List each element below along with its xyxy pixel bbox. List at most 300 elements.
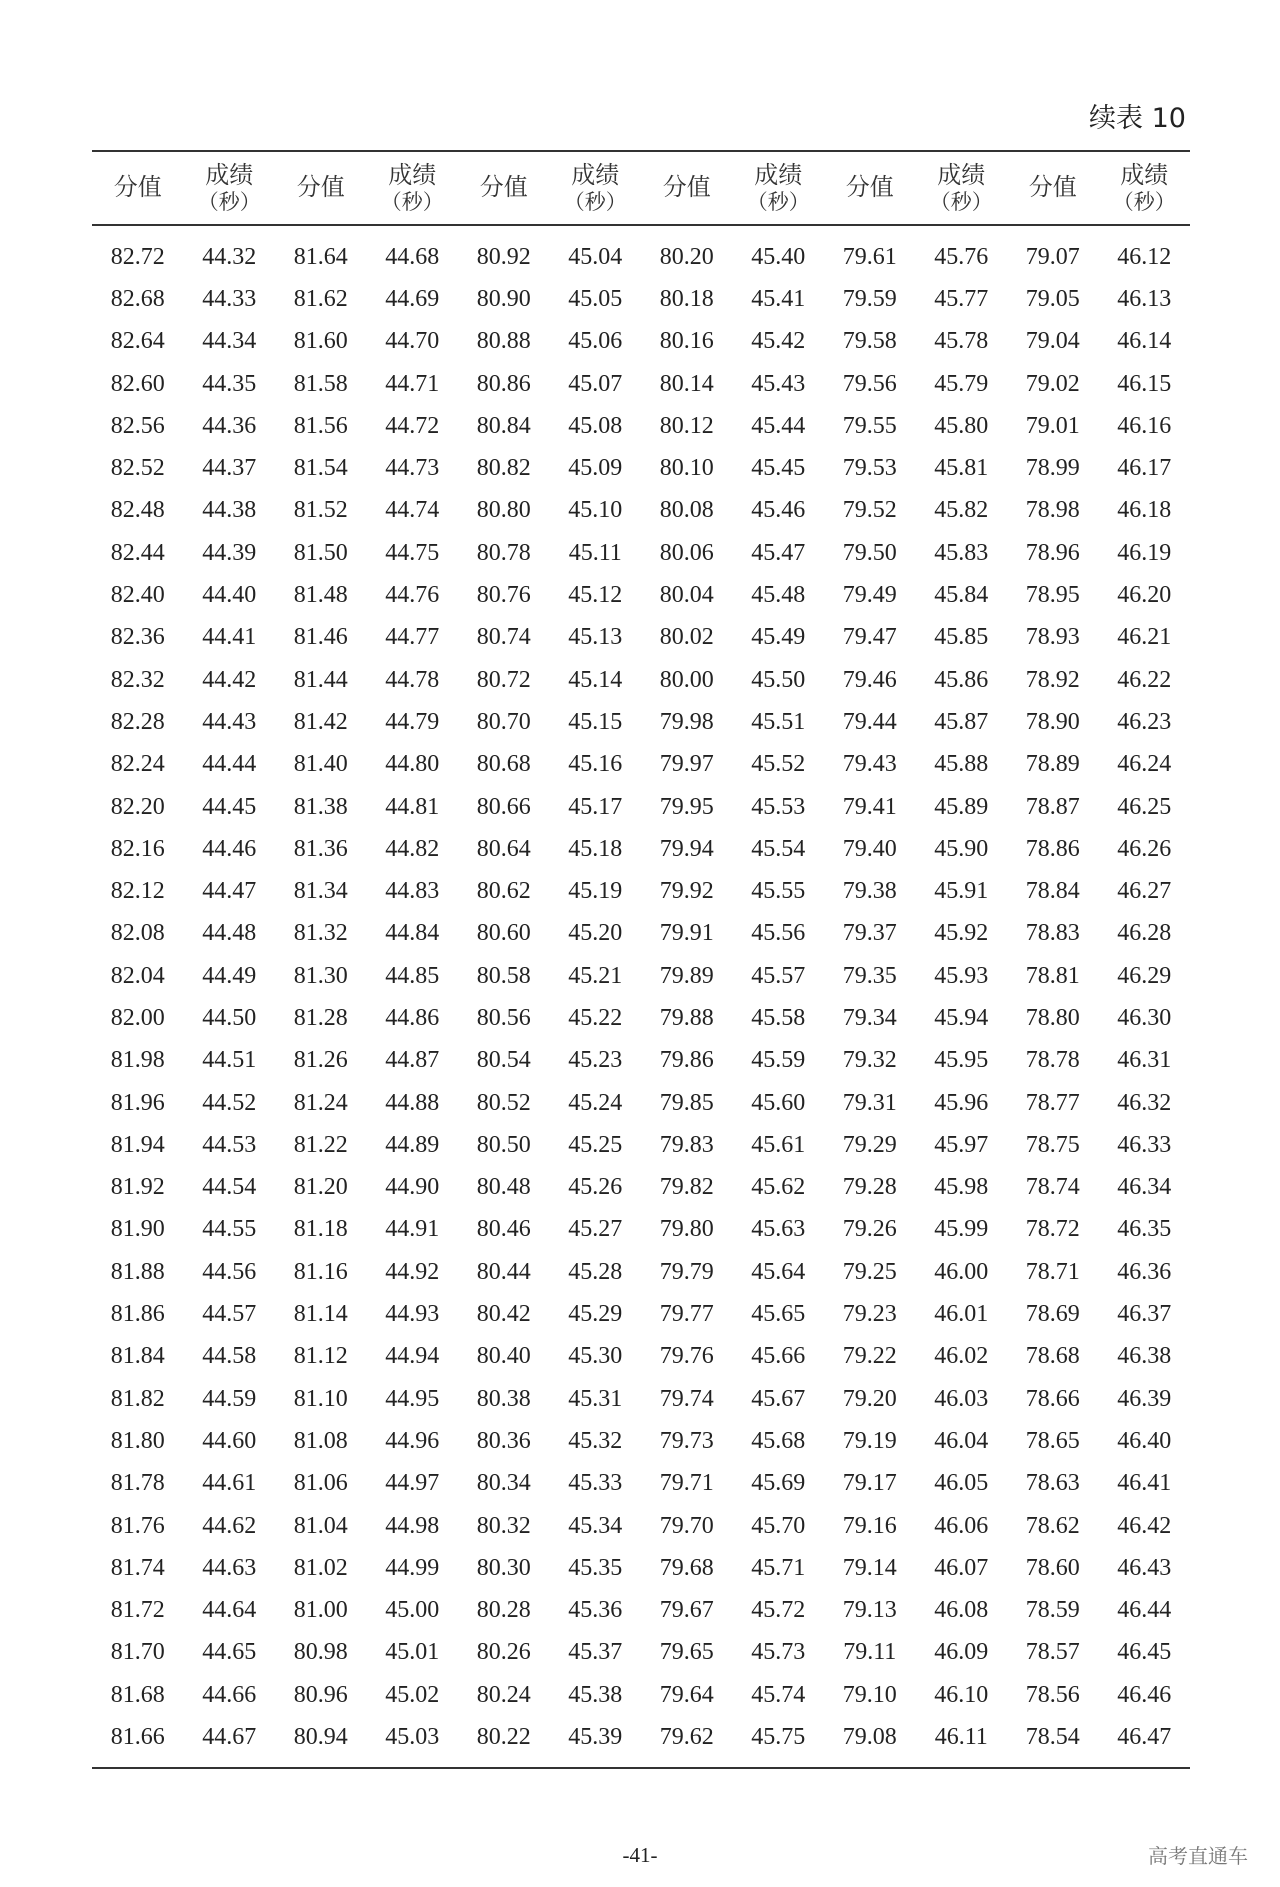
- time-cell: 44.42: [202, 666, 257, 693]
- time-cell: 44.76: [385, 582, 440, 609]
- score-cell: 81.86: [110, 1301, 165, 1328]
- score-cell: 80.84: [476, 412, 531, 439]
- score-cell: 80.72: [476, 666, 531, 693]
- time-cell: 44.46: [202, 835, 257, 862]
- score-cell: 79.94: [659, 835, 714, 862]
- time-cell: 45.83: [934, 539, 989, 566]
- score-cell: 80.10: [659, 455, 714, 482]
- time-cell: 45.73: [751, 1639, 806, 1666]
- time-cell: 45.96: [934, 1089, 989, 1116]
- time-cell: 45.21: [568, 962, 623, 989]
- score-cell: 78.62: [1025, 1512, 1080, 1539]
- score-cell: 82.36: [110, 624, 165, 651]
- time-cell: 46.38: [1117, 1343, 1172, 1370]
- table-row: [92, 1632, 1190, 1674]
- score-cell: 81.00: [293, 1597, 348, 1624]
- score-cell: 79.76: [659, 1343, 714, 1370]
- score-cell: 78.86: [1025, 835, 1080, 862]
- time-cell: 45.68: [751, 1427, 806, 1454]
- table-row: [92, 828, 1190, 870]
- table-row: [92, 321, 1190, 363]
- time-cell: 44.80: [385, 751, 440, 778]
- time-cell: 44.60: [202, 1427, 257, 1454]
- time-cell: 44.57: [202, 1301, 257, 1328]
- score-cell: 80.26: [476, 1639, 531, 1666]
- score-cell: 79.26: [842, 1216, 897, 1243]
- score-cell: 82.16: [110, 835, 165, 862]
- time-cell: 44.64: [202, 1597, 257, 1624]
- score-cell: 81.74: [110, 1554, 165, 1581]
- time-cell: 45.00: [385, 1597, 440, 1624]
- score-cell: 80.36: [476, 1427, 531, 1454]
- time-cell: 46.41: [1117, 1470, 1172, 1497]
- time-cell: 46.47: [1117, 1724, 1172, 1751]
- score-cell: 82.40: [110, 582, 165, 609]
- score-cell: 81.18: [293, 1216, 348, 1243]
- time-cell: 46.36: [1117, 1258, 1172, 1285]
- time-cell: 45.75: [751, 1724, 806, 1751]
- time-cell: 45.35: [568, 1554, 623, 1581]
- score-cell: 79.43: [842, 751, 897, 778]
- score-cell: 81.34: [293, 878, 348, 905]
- time-cell: 45.79: [934, 370, 989, 397]
- score-cell: 78.96: [1025, 539, 1080, 566]
- time-cell: 44.51: [202, 1047, 257, 1074]
- score-cell: 81.88: [110, 1258, 165, 1285]
- score-cell: 79.86: [659, 1047, 714, 1074]
- table-row: [92, 1547, 1190, 1589]
- score-cell: 79.22: [842, 1343, 897, 1370]
- time-cell: 44.47: [202, 878, 257, 905]
- table-row: [92, 1420, 1190, 1462]
- column-header: [184, 151, 276, 225]
- time-cell: 45.50: [751, 666, 806, 693]
- score-cell: 80.56: [476, 1004, 531, 1031]
- time-cell: 45.88: [934, 751, 989, 778]
- time-cell: 45.52: [751, 751, 806, 778]
- time-cell: 44.48: [202, 920, 257, 947]
- table-row: [92, 997, 1190, 1039]
- score-cell: 78.60: [1025, 1554, 1080, 1581]
- score-cell: 79.49: [842, 582, 897, 609]
- time-cell: 46.17: [1117, 455, 1172, 482]
- score-cell: 79.07: [1025, 243, 1080, 270]
- table-body: [92, 225, 1190, 1768]
- time-cell: 46.00: [934, 1258, 989, 1285]
- time-cell: 45.71: [751, 1554, 806, 1581]
- time-cell: 46.32: [1117, 1089, 1172, 1116]
- time-cell: 45.43: [751, 370, 806, 397]
- score-cell: 79.77: [659, 1301, 714, 1328]
- score-cell: 80.60: [476, 920, 531, 947]
- score-cell: 79.79: [659, 1258, 714, 1285]
- time-cell: 46.37: [1117, 1301, 1172, 1328]
- table-row: [92, 574, 1190, 616]
- table-row: [92, 532, 1190, 574]
- score-cell: 81.02: [293, 1554, 348, 1581]
- table-row: [92, 1124, 1190, 1166]
- time-cell: 46.30: [1117, 1004, 1172, 1031]
- time-cell: 45.93: [934, 962, 989, 989]
- score-cell: 81.48: [293, 582, 348, 609]
- score-cell: 80.58: [476, 962, 531, 989]
- time-cell: 46.28: [1117, 920, 1172, 947]
- table-row: [92, 1293, 1190, 1335]
- time-cell: 45.23: [568, 1047, 623, 1074]
- time-cell: 44.62: [202, 1512, 257, 1539]
- time-cell: 44.55: [202, 1216, 257, 1243]
- time-cell: 45.34: [568, 1512, 623, 1539]
- column-header-label: 分值: [1028, 173, 1077, 202]
- time-cell: 45.30: [568, 1343, 623, 1370]
- time-cell: 46.15: [1117, 370, 1172, 397]
- time-cell: 44.85: [385, 962, 440, 989]
- score-cell: 81.92: [110, 1174, 165, 1201]
- score-cell: 79.85: [659, 1089, 714, 1116]
- time-cell: 44.63: [202, 1554, 257, 1581]
- time-cell: 44.81: [385, 793, 440, 820]
- time-cell: 46.19: [1117, 539, 1172, 566]
- time-cell: 44.67: [202, 1724, 257, 1751]
- score-cell: 80.54: [476, 1047, 531, 1074]
- score-cell: 82.56: [110, 412, 165, 439]
- score-cell: 81.16: [293, 1258, 348, 1285]
- score-cell: 79.23: [842, 1301, 897, 1328]
- table-header: [92, 151, 1190, 225]
- time-cell: 44.35: [202, 370, 257, 397]
- time-cell: 44.92: [385, 1258, 440, 1285]
- score-cell: 79.44: [842, 708, 897, 735]
- time-cell: 45.80: [934, 412, 989, 439]
- score-cell: 82.24: [110, 751, 165, 778]
- score-cell: 80.88: [476, 328, 531, 355]
- score-cell: 81.50: [293, 539, 348, 566]
- column-header-label: 成绩: [1120, 161, 1169, 190]
- table-row: [92, 659, 1190, 701]
- time-cell: 45.90: [934, 835, 989, 862]
- time-cell: 44.41: [202, 624, 257, 651]
- table-row: [92, 1336, 1190, 1378]
- score-cell: 78.92: [1025, 666, 1080, 693]
- time-cell: 44.43: [202, 708, 257, 735]
- score-cell: 78.89: [1025, 751, 1080, 778]
- score-cell: 78.71: [1025, 1258, 1080, 1285]
- time-cell: 45.47: [751, 539, 806, 566]
- score-cell: 81.70: [110, 1639, 165, 1666]
- column-header: [92, 151, 184, 225]
- time-cell: 45.09: [568, 455, 623, 482]
- column-header-label: 分值: [662, 173, 711, 202]
- score-cell: 82.28: [110, 708, 165, 735]
- score-cell: 80.08: [659, 497, 714, 524]
- score-cell: 81.76: [110, 1512, 165, 1539]
- column-header-label: 成绩: [205, 161, 254, 190]
- time-cell: 45.44: [751, 412, 806, 439]
- score-cell: 82.72: [110, 243, 165, 270]
- score-cell: 79.71: [659, 1470, 714, 1497]
- score-cell: 80.52: [476, 1089, 531, 1116]
- column-header-unit: （秒）: [380, 189, 444, 214]
- time-cell: 44.65: [202, 1639, 257, 1666]
- score-cell: 79.68: [659, 1554, 714, 1581]
- time-cell: 46.25: [1117, 793, 1172, 820]
- score-cell: 79.34: [842, 1004, 897, 1031]
- time-cell: 46.43: [1117, 1554, 1172, 1581]
- score-cell: 78.69: [1025, 1301, 1080, 1328]
- score-cell: 80.78: [476, 539, 531, 566]
- column-header-unit: （秒）: [197, 189, 261, 214]
- time-cell: 46.27: [1117, 878, 1172, 905]
- time-cell: 45.29: [568, 1301, 623, 1328]
- score-cell: 78.65: [1025, 1427, 1080, 1454]
- time-cell: 46.31: [1117, 1047, 1172, 1074]
- column-header: [916, 151, 1008, 225]
- score-cell: 78.57: [1025, 1639, 1080, 1666]
- column-header-label: 成绩: [937, 161, 986, 190]
- time-cell: 44.75: [385, 539, 440, 566]
- time-cell: 45.53: [751, 793, 806, 820]
- time-cell: 44.70: [385, 328, 440, 355]
- score-cell: 81.24: [293, 1089, 348, 1116]
- score-cell: 79.82: [659, 1174, 714, 1201]
- table-caption: 续表 10: [1089, 103, 1186, 134]
- time-cell: 45.33: [568, 1470, 623, 1497]
- score-cell: 80.96: [293, 1681, 348, 1708]
- table-row: [92, 1040, 1190, 1082]
- score-cell: 80.04: [659, 582, 714, 609]
- score-cell: 80.94: [293, 1724, 348, 1751]
- score-cell: 81.14: [293, 1301, 348, 1328]
- time-cell: 44.37: [202, 455, 257, 482]
- time-cell: 44.45: [202, 793, 257, 820]
- time-cell: 44.99: [385, 1554, 440, 1581]
- score-cell: 81.22: [293, 1131, 348, 1158]
- score-cell: 81.30: [293, 962, 348, 989]
- table-row: [92, 701, 1190, 743]
- score-cell: 82.32: [110, 666, 165, 693]
- score-cell: 80.14: [659, 370, 714, 397]
- time-cell: 44.32: [202, 243, 257, 270]
- time-cell: 44.56: [202, 1258, 257, 1285]
- time-cell: 45.77: [934, 285, 989, 312]
- score-cell: 81.64: [293, 243, 348, 270]
- score-cell: 78.68: [1025, 1343, 1080, 1370]
- time-cell: 45.70: [751, 1512, 806, 1539]
- score-cell: 79.08: [842, 1724, 897, 1751]
- score-cell: 78.77: [1025, 1089, 1080, 1116]
- score-cell: 79.01: [1025, 412, 1080, 439]
- score-cell: 79.28: [842, 1174, 897, 1201]
- score-cell: 80.50: [476, 1131, 531, 1158]
- score-cell: 78.87: [1025, 793, 1080, 820]
- time-cell: 46.14: [1117, 328, 1172, 355]
- time-cell: 45.25: [568, 1131, 623, 1158]
- time-cell: 46.39: [1117, 1385, 1172, 1412]
- time-cell: 45.41: [751, 285, 806, 312]
- time-cell: 46.04: [934, 1427, 989, 1454]
- time-cell: 46.21: [1117, 624, 1172, 651]
- time-cell: 44.94: [385, 1343, 440, 1370]
- time-cell: 45.45: [751, 455, 806, 482]
- score-cell: 80.16: [659, 328, 714, 355]
- time-cell: 46.33: [1117, 1131, 1172, 1158]
- score-cell: 79.11: [843, 1639, 897, 1666]
- time-cell: 46.07: [934, 1554, 989, 1581]
- time-cell: 46.35: [1117, 1216, 1172, 1243]
- header-row: [92, 151, 1190, 225]
- score-cell: 81.40: [293, 751, 348, 778]
- score-cell: 81.72: [110, 1597, 165, 1624]
- time-cell: 46.10: [934, 1681, 989, 1708]
- time-cell: 44.39: [202, 539, 257, 566]
- time-cell: 45.12: [568, 582, 623, 609]
- score-cell: 79.89: [659, 962, 714, 989]
- time-cell: 44.98: [385, 1512, 440, 1539]
- time-cell: 44.36: [202, 412, 257, 439]
- score-cell: 81.84: [110, 1343, 165, 1370]
- time-cell: 45.08: [568, 412, 623, 439]
- time-cell: 45.15: [568, 708, 623, 735]
- time-cell: 45.37: [568, 1639, 623, 1666]
- table-row: [92, 1590, 1190, 1632]
- time-cell: 45.36: [568, 1597, 623, 1624]
- score-cell: 79.61: [842, 243, 897, 270]
- time-cell: 45.40: [751, 243, 806, 270]
- table-row: [92, 1463, 1190, 1505]
- column-header: [641, 151, 733, 225]
- time-cell: 45.14: [568, 666, 623, 693]
- column-header-label: 分值: [845, 173, 894, 202]
- time-cell: 45.49: [751, 624, 806, 651]
- score-cell: 82.68: [110, 285, 165, 312]
- score-cell: 81.94: [110, 1131, 165, 1158]
- score-cell: 81.54: [293, 455, 348, 482]
- score-cell: 79.37: [842, 920, 897, 947]
- time-cell: 44.59: [202, 1385, 257, 1412]
- score-cell: 78.81: [1025, 962, 1080, 989]
- time-cell: 46.16: [1117, 412, 1172, 439]
- time-cell: 45.10: [568, 497, 623, 524]
- score-cell: 81.36: [293, 835, 348, 862]
- score-cell: 81.96: [110, 1089, 165, 1116]
- time-cell: 44.58: [202, 1343, 257, 1370]
- score-cell: 79.50: [842, 539, 897, 566]
- time-cell: 46.44: [1117, 1597, 1172, 1624]
- time-cell: 45.99: [934, 1216, 989, 1243]
- time-cell: 44.74: [385, 497, 440, 524]
- time-cell: 46.13: [1117, 285, 1172, 312]
- score-cell: 80.64: [476, 835, 531, 862]
- time-cell: 45.76: [934, 243, 989, 270]
- score-cell: 81.20: [293, 1174, 348, 1201]
- score-cell: 79.29: [842, 1131, 897, 1158]
- time-cell: 46.26: [1117, 835, 1172, 862]
- time-cell: 46.05: [934, 1470, 989, 1497]
- table-row: [92, 1167, 1190, 1209]
- time-cell: 45.03: [385, 1724, 440, 1751]
- time-cell: 45.59: [751, 1047, 806, 1074]
- score-cell: 79.41: [842, 793, 897, 820]
- time-cell: 44.86: [385, 1004, 440, 1031]
- score-cell: 79.98: [659, 708, 714, 735]
- column-header-unit: （秒）: [746, 189, 810, 214]
- time-cell: 45.98: [934, 1174, 989, 1201]
- time-cell: 44.97: [385, 1470, 440, 1497]
- score-table-container: [92, 150, 1190, 1769]
- time-cell: 45.66: [751, 1343, 806, 1370]
- time-cell: 45.91: [934, 878, 989, 905]
- column-header: [1007, 151, 1099, 225]
- time-cell: 45.05: [568, 285, 623, 312]
- score-cell: 79.16: [842, 1512, 897, 1539]
- score-cell: 81.28: [293, 1004, 348, 1031]
- score-cell: 80.48: [476, 1174, 531, 1201]
- time-cell: 46.06: [934, 1512, 989, 1539]
- column-header-label: 成绩: [571, 161, 620, 190]
- table-row: [92, 490, 1190, 532]
- time-cell: 45.62: [751, 1174, 806, 1201]
- time-cell: 44.88: [385, 1089, 440, 1116]
- table-row: [92, 405, 1190, 447]
- score-cell: 78.56: [1025, 1681, 1080, 1708]
- time-cell: 45.85: [934, 624, 989, 651]
- time-cell: 44.93: [385, 1301, 440, 1328]
- table-row: [92, 913, 1190, 955]
- score-cell: 80.40: [476, 1343, 531, 1370]
- time-cell: 44.78: [385, 666, 440, 693]
- score-cell: 82.48: [110, 497, 165, 524]
- time-cell: 45.46: [751, 497, 806, 524]
- column-header-label: 分值: [113, 173, 162, 202]
- time-cell: 45.13: [568, 624, 623, 651]
- time-cell: 44.34: [202, 328, 257, 355]
- time-cell: 45.39: [568, 1724, 623, 1751]
- time-cell: 45.19: [568, 878, 623, 905]
- score-cell: 81.62: [293, 285, 348, 312]
- column-header: [550, 151, 642, 225]
- score-cell: 79.02: [1025, 370, 1080, 397]
- time-cell: 46.42: [1117, 1512, 1172, 1539]
- score-cell: 81.38: [293, 793, 348, 820]
- time-cell: 45.06: [568, 328, 623, 355]
- table-row: [92, 1716, 1190, 1767]
- score-cell: 79.67: [659, 1597, 714, 1624]
- score-cell: 79.80: [659, 1216, 714, 1243]
- score-cell: 82.00: [110, 1004, 165, 1031]
- score-cell: 81.46: [293, 624, 348, 651]
- time-cell: 44.91: [385, 1216, 440, 1243]
- time-cell: 45.97: [934, 1131, 989, 1158]
- score-cell: 82.44: [110, 539, 165, 566]
- time-cell: 46.12: [1117, 243, 1172, 270]
- score-cell: 81.98: [110, 1047, 165, 1074]
- score-cell: 79.83: [659, 1131, 714, 1158]
- score-cell: 78.84: [1025, 878, 1080, 905]
- score-cell: 78.72: [1025, 1216, 1080, 1243]
- score-cell: 79.38: [842, 878, 897, 905]
- page-number: -41-: [622, 1843, 658, 1867]
- time-cell: 45.72: [751, 1597, 806, 1624]
- score-cell: 78.74: [1025, 1174, 1080, 1201]
- time-cell: 45.18: [568, 835, 623, 862]
- time-cell: 45.95: [934, 1047, 989, 1074]
- table-row: [92, 1378, 1190, 1420]
- table-row: [92, 1209, 1190, 1251]
- time-cell: 45.86: [934, 666, 989, 693]
- time-cell: 44.68: [385, 243, 440, 270]
- time-cell: 44.38: [202, 497, 257, 524]
- score-cell: 79.92: [659, 878, 714, 905]
